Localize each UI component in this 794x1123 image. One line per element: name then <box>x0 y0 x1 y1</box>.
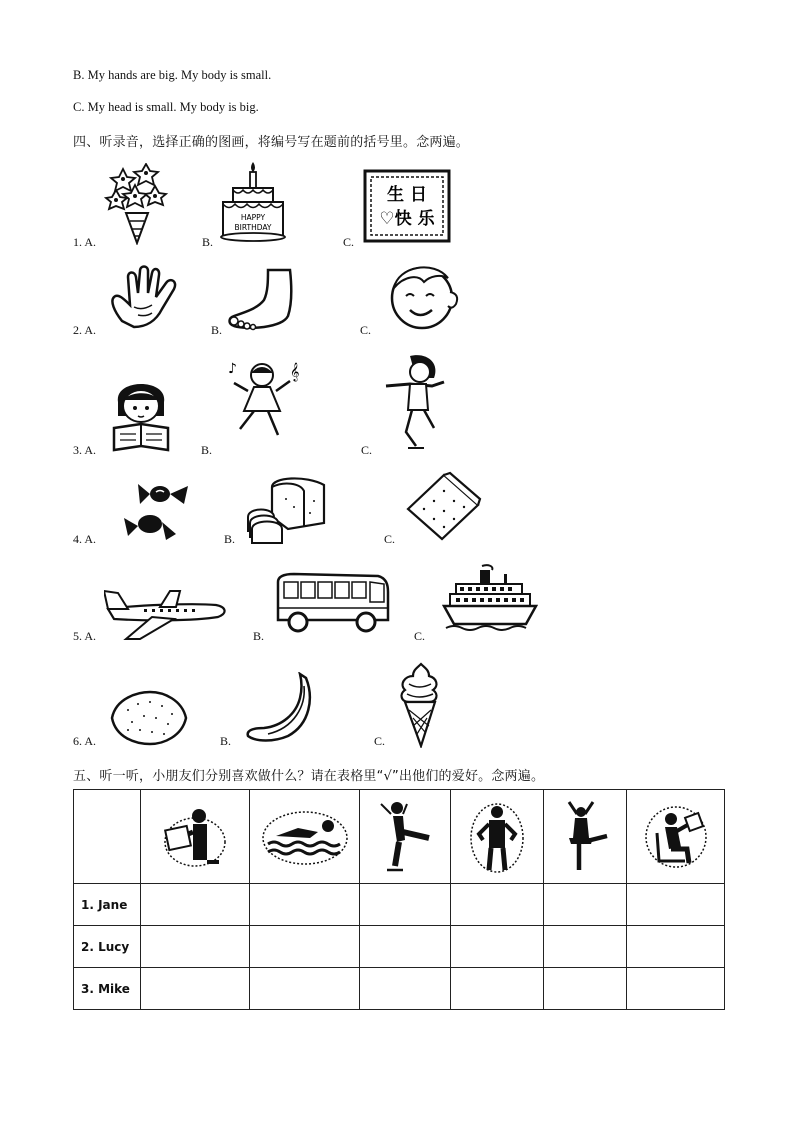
check-cell[interactable] <box>544 926 627 968</box>
check-cell[interactable] <box>360 884 451 926</box>
girl-reading-icon <box>110 372 172 452</box>
girl-skating-icon <box>382 352 450 452</box>
q4-label: 4. A. <box>73 532 97 546</box>
section4-heading: 四、听录音，选择正确的图画，将编号写在题前的括号里。念两遍。 <box>73 135 470 150</box>
q3-c-label: C. <box>361 443 373 457</box>
card-text-line1: 生 日 <box>387 185 427 205</box>
q3-b-label: B. <box>201 443 213 457</box>
header-singing <box>451 790 544 884</box>
cake-text-happy: HAPPY <box>240 213 266 222</box>
cracker-icon <box>404 471 482 543</box>
reading-icon <box>627 805 724 869</box>
q6-label: 6. A. <box>73 734 97 748</box>
flower-bouquet-icon <box>104 163 170 245</box>
hand-icon <box>108 263 184 329</box>
q5-b-label: B. <box>253 629 265 643</box>
header-painting <box>141 790 250 884</box>
check-cell[interactable] <box>360 926 451 968</box>
q3-label: 3. A. <box>73 443 97 457</box>
check-cell[interactable] <box>544 884 627 926</box>
swimming-icon <box>250 808 359 866</box>
q5-c-label: C. <box>414 629 426 643</box>
check-cell[interactable] <box>250 926 360 968</box>
happy-birthday-card-icon <box>363 169 451 243</box>
check-cell[interactable] <box>627 926 725 968</box>
check-cell[interactable] <box>627 884 725 926</box>
row-name-jane: 1. Jane <box>74 884 141 926</box>
bread-icon <box>244 477 328 545</box>
row-name-mike: 3. Mike <box>74 968 141 1010</box>
cake-text-birthday: BIRTHDAY <box>234 223 272 232</box>
table-row <box>74 884 725 926</box>
check-cell[interactable] <box>627 968 725 1010</box>
header-swimming <box>250 790 360 884</box>
check-cell[interactable] <box>360 968 451 1010</box>
header-skating <box>360 790 451 884</box>
check-cell[interactable] <box>544 968 627 1010</box>
corner-cell <box>74 790 141 884</box>
option-b: B. My hands are big. My body is small. <box>73 68 272 82</box>
hobby-header-row <box>74 790 725 884</box>
card-text-line2: ♡快 乐 <box>379 209 435 229</box>
check-cell[interactable] <box>141 968 250 1010</box>
q4-b-label: B. <box>224 532 236 546</box>
check-cell[interactable] <box>141 926 250 968</box>
check-cell[interactable] <box>451 884 544 926</box>
plane-icon <box>104 585 230 641</box>
section5-heading: 五、听一听，小朋友们分别喜欢做什么？请在表格里“√”出他们的爱好。念两遍。 <box>73 769 545 784</box>
check-cell[interactable] <box>250 884 360 926</box>
svg-text:𝄞: 𝄞 <box>290 362 300 381</box>
q2-b-label: B. <box>211 323 223 337</box>
bus-icon <box>274 572 392 634</box>
ship-icon <box>442 564 538 636</box>
option-c: C. My head is small. My body is big. <box>73 100 259 114</box>
q5-label: 5. A. <box>73 629 97 643</box>
dancing-icon <box>544 800 626 874</box>
girl-dancing-icon <box>220 355 304 437</box>
q1-b-label: B. <box>202 235 214 249</box>
q4-c-label: C. <box>384 532 396 546</box>
candy-icon <box>120 476 196 544</box>
svg-text:♪: ♪ <box>228 361 237 377</box>
foot-icon <box>228 268 294 332</box>
q1-label: 1. A. <box>73 235 97 249</box>
q6-c-label: C. <box>374 734 386 748</box>
check-cell[interactable] <box>451 968 544 1010</box>
hobby-table <box>73 789 725 1010</box>
skating-icon <box>360 800 450 874</box>
check-cell[interactable] <box>141 884 250 926</box>
q6-b-label: B. <box>220 734 232 748</box>
ice-cream-icon <box>399 662 441 748</box>
check-cell[interactable] <box>250 968 360 1010</box>
row-name-lucy: 2. Lucy <box>74 926 141 968</box>
q2-c-label: C. <box>360 323 372 337</box>
header-dancing <box>544 790 627 884</box>
banana-icon <box>244 672 316 744</box>
header-reading <box>627 790 725 884</box>
face-icon <box>384 260 464 332</box>
table-row <box>74 926 725 968</box>
painting-icon <box>141 806 249 868</box>
q1-c-label: C. <box>343 235 355 249</box>
q2-label: 2. A. <box>73 323 97 337</box>
check-cell[interactable] <box>451 926 544 968</box>
singing-icon <box>451 800 543 874</box>
table-row <box>74 968 725 1010</box>
lemon-icon <box>108 690 190 746</box>
birthday-cake-icon <box>219 160 287 242</box>
